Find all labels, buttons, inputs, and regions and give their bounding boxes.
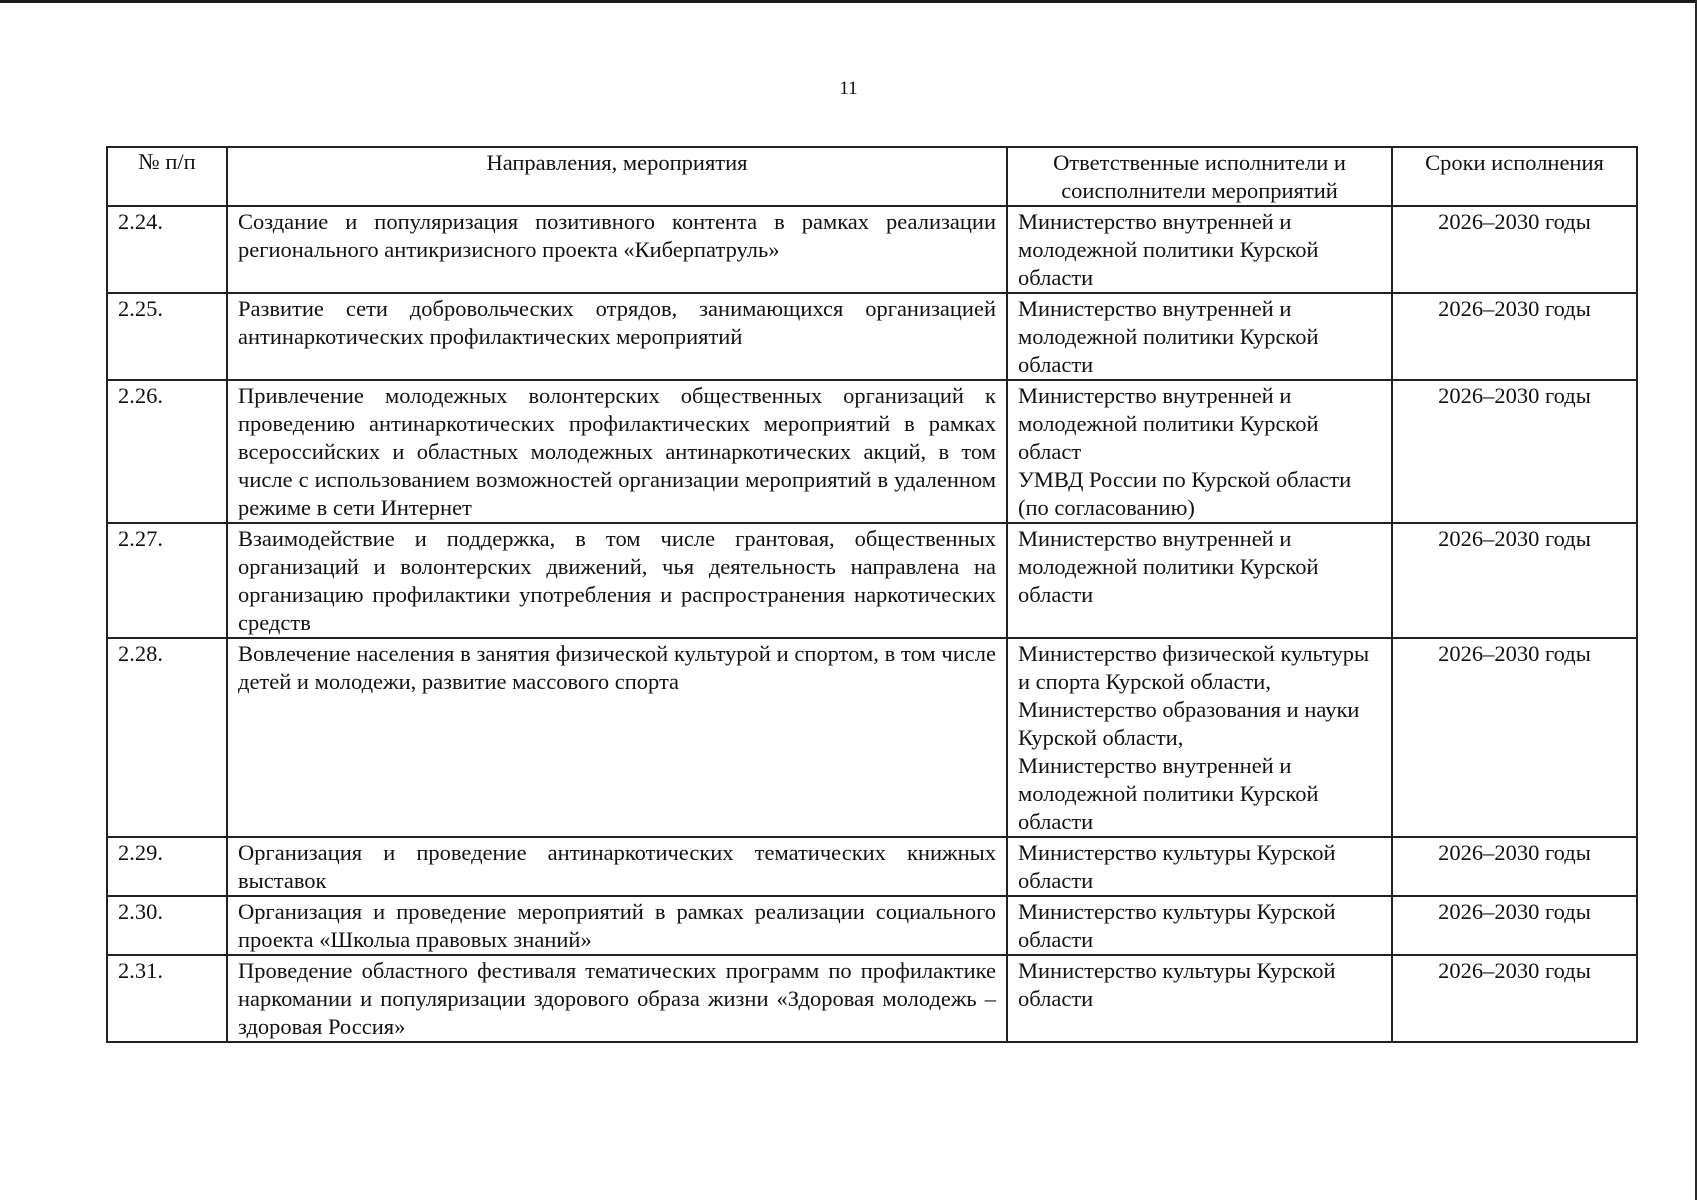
row-activity: Привлечение молодежных волонтерских общественных организаций к проведению антинаркотических профилактических мероприятий в рамках всероссийских и областных молодежных антинаркотических акций, в том числе с использованием возможностей организации мероприятий в удаленном режиме в сети Интернет [227,380,1007,523]
row-activity: Проведение областного фестиваля тематических программ по профилактике наркомании и популяризации здорового образа жизни «Здоровая молодежь – здоровая Россия» [227,955,1007,1042]
table-row [107,206,1637,293]
row-number: 2.29. [107,837,227,896]
responsible-executor: Министерство внутренней и молодежной политики Курской области [1018,753,1319,834]
row-responsible [1007,638,1392,837]
table-body [107,206,1637,1042]
row-responsible [1007,955,1392,1042]
table-row [107,837,1637,896]
row-activity: Создание и популяризация позитивного контента в рамках реализации регионального антикризисного проекта «Киберпатруль» [227,206,1007,293]
row-activity: Взаимодействие и поддержка, в том числе грантовая, общественных организаций и волонтерских движений, чья деятельность направлена на организацию профилактики употребления и распространения наркотических средств [227,523,1007,638]
page-number: 11 [839,78,858,99]
row-term: 2026–2030 годы [1392,293,1637,380]
responsible-executor: Министерство культуры Курской области [1018,958,1336,1011]
row-activity: Вовлечение населения в занятия физической культурой и спортом, в том числе детей и молодежи, развитие массового спорта [227,638,1007,837]
row-term: 2026–2030 годы [1392,955,1637,1042]
responsible-executor: Министерство внутренней и молодежной политики Курской области [1018,209,1319,290]
row-number: 2.28. [107,638,227,837]
row-responsible [1007,206,1392,293]
table-row [107,955,1637,1042]
responsible-executor: Министерство внутренней и молодежной политики Курской области [1018,526,1319,607]
responsible-executor: Министерство культуры Курской области [1018,899,1336,952]
responsible-executor: Министерство физической культуры и спорта Курской области, [1018,641,1370,694]
responsible-executor: Министерство внутренней и молодежной политики Курской области [1018,296,1319,377]
row-activity: Организация и проведение антинаркотических тематических книжных выставок [227,837,1007,896]
table-row [107,523,1637,638]
responsible-executor: Министерство культуры Курской области [1018,840,1336,893]
row-responsible [1007,293,1392,380]
responsible-executor: УМВД России по Курской области (по согласованию) [1018,467,1352,520]
row-activity: Развитие сети добровольческих отрядов, занимающихся организацией антинаркотических профилактических мероприятий [227,293,1007,380]
table-row [107,293,1637,380]
table-row [107,896,1637,955]
responsible-executor: Министерство образования и науки Курской области, [1018,697,1360,750]
responsible-executor: Министерство внутренней и молодежной политики Курской област [1018,383,1319,464]
row-number: 2.27. [107,523,227,638]
table-header-row [107,147,1637,206]
row-term: 2026–2030 годы [1392,380,1637,523]
row-number: 2.25. [107,293,227,380]
row-number: 2.31. [107,955,227,1042]
header-term: Сроки исполнения [1392,147,1637,206]
row-responsible [1007,837,1392,896]
measures-table [106,146,1638,1043]
row-number: 2.26. [107,380,227,523]
header-responsible: Ответственные исполнители и соисполнители мероприятий [1007,147,1392,206]
row-number: 2.30. [107,896,227,955]
header-activity: Направления, мероприятия [227,147,1007,206]
row-term: 2026–2030 годы [1392,837,1637,896]
row-responsible [1007,896,1392,955]
scan-border-top [0,0,1697,3]
row-responsible [1007,523,1392,638]
row-activity: Организация и проведение мероприятий в рамках реализации социального проекта «Школыа правовых знаний» [227,896,1007,955]
row-term: 2026–2030 годы [1392,638,1637,837]
row-number: 2.24. [107,206,227,293]
row-term: 2026–2030 годы [1392,523,1637,638]
header-number: № п/п [107,147,227,206]
row-responsible [1007,380,1392,523]
table-row [107,638,1637,837]
table-row [107,380,1637,523]
row-term: 2026–2030 годы [1392,206,1637,293]
row-term: 2026–2030 годы [1392,896,1637,955]
